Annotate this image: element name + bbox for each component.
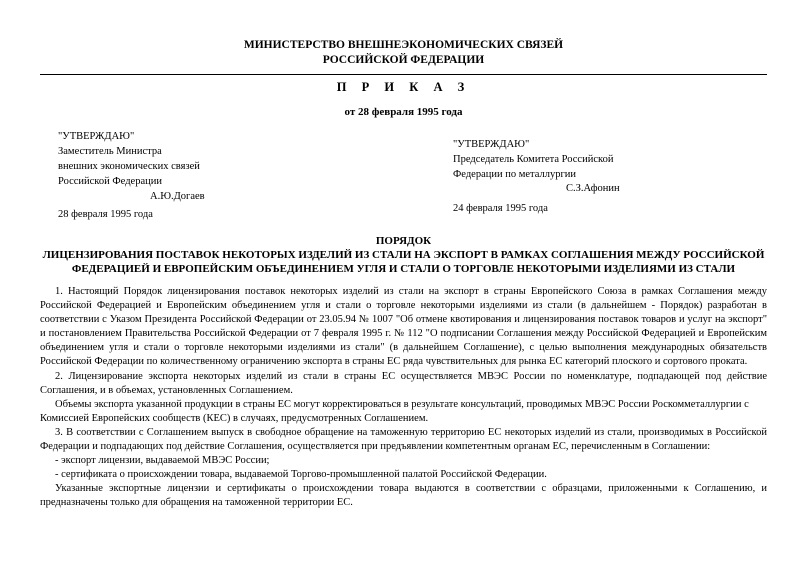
approval-right-stamp: "УТВЕРЖДАЮ" xyxy=(453,139,530,150)
list-item-certificate: - сертификата о происхождении товара, выдаваемой Торгово-промышленной палатой Российской Федерации. xyxy=(55,469,547,481)
procedure-title-line-1: ПОРЯДОК xyxy=(375,235,432,247)
ministry-line-2: РОССИЙСКОЙ ФЕДЕРАЦИИ xyxy=(322,54,485,66)
list-item-license: - экспорт лицензии, выдаваемой МВЭС России; xyxy=(55,455,270,467)
approval-left-position-1: Заместитель Министра xyxy=(58,146,162,157)
paragraph-2-note: Объемы экспорта указанной продукции в страны ЕС могут корректироваться в результате консультаций, проводимых МВЭС России Роскомметаллургии с Комиссией Европейских сообществ (КЕС) в случаях, предусмотренных Соглашением. xyxy=(40,398,749,424)
paragraph-final: Указанные экспортные лицензии и сертификаты о происхождении товара выдаются в соответствии с образцами, приложенными к Соглашению, и предназначены только для обращения на таможенной территории ЕС. xyxy=(40,483,767,509)
paragraph-2: 2. Лицензирование экспорта некоторых изделий из стали в страны ЕС осуществляется МВЭС России по номенклатуре, подпадающей под действие Соглашения, и в объемах, установленных Соглашением. xyxy=(40,370,767,396)
approval-right-date: 24 февраля 1995 года xyxy=(453,203,548,214)
approval-left-date: 28 февраля 1995 года xyxy=(58,209,153,220)
order-title: П Р И К А З xyxy=(336,80,471,94)
approval-right-position-1: Председатель Комитета Российской xyxy=(453,154,614,165)
procedure-title xyxy=(40,234,767,276)
approval-left xyxy=(58,129,200,189)
ministry-header xyxy=(0,38,807,68)
approval-left-position-2: внешних экономических связей xyxy=(58,161,200,172)
approval-right-position-2: Федерации по металлургии xyxy=(453,169,577,180)
ministry-line-1: МИНИСТЕРСТВО ВНЕШНЕЭКОНОМИЧЕСКИХ СВЯЗЕЙ xyxy=(243,39,564,51)
approval-right-signatory: С.З.Афонин xyxy=(566,183,620,194)
approval-left-signatory: А.Ю.Догаев xyxy=(150,191,205,202)
approval-left-position-3: Российской Федерации xyxy=(58,176,162,187)
procedure-title-line-3: ФЕДЕРАЦИЕЙ И ЕВРОПЕЙСКИМ ОБЪЕДИНЕНИЕМ УГЛЯ И СТАЛИ О ТОРГОВЛЕ НЕКОТОРЫМИ ИЗДЕЛИЯМИ ИЗ СТАЛИ xyxy=(71,263,736,275)
paragraph-3: 3. В соответствии с Соглашением выпуск в свободное обращение на таможенную территорию ЕС некоторых изделий из стали, производимых в Российской Федерации и подпадающих под действие Соглашения, осуществляется при предъявлении компетентным органам ЕС, перечисленным в Соглашении: xyxy=(40,426,767,453)
procedure-title-line-2: ЛИЦЕНЗИРОВАНИЯ ПОСТАВОК НЕКОТОРЫХ ИЗДЕЛИЙ ИЗ СТАЛИ НА ЭКСПОРТ В РАМКАХ СОГЛАШЕНИЯ МЕЖДУ РОССИЙСКОЙ xyxy=(42,249,765,261)
header-divider xyxy=(40,74,767,75)
paragraph-1: 1. Настоящий Порядок лицензирования поставок некоторых изделий из стали на экспорт в страны Европейского Союза в рамках Соглашения между Российской Федерацией и Европейским объединением угля и стали о торговле некоторыми изделиями из стали (в дальнейшем - Порядок) разработан в соответствии с Указом Президента Российской Федерации от 23.05.94 № 1007 "Об отмене квотирования и лицензирования поставок товаров и услуг на экспорт" и постановлением Правительства Российской Федерации от 7 февраля 1995 г. № 112 "О подписании Соглашения между Российской Федерацией и Европейским объединением угля и стали о торговле некоторыми изделиями из стали" (в дальнейшем Соглашение), с целью выполнения международных обязательств Российской Федерации по количественному ограничению экспорта в страны ЕС ряда чувствительных для рынка ЕС категорий плоского и сортового проката. xyxy=(40,286,767,368)
order-date: от 28 февраля 1995 года xyxy=(344,106,463,118)
approval-right xyxy=(453,137,613,182)
procedure-body xyxy=(40,285,767,511)
approval-left-stamp: "УТВЕРЖДАЮ" xyxy=(58,131,135,142)
